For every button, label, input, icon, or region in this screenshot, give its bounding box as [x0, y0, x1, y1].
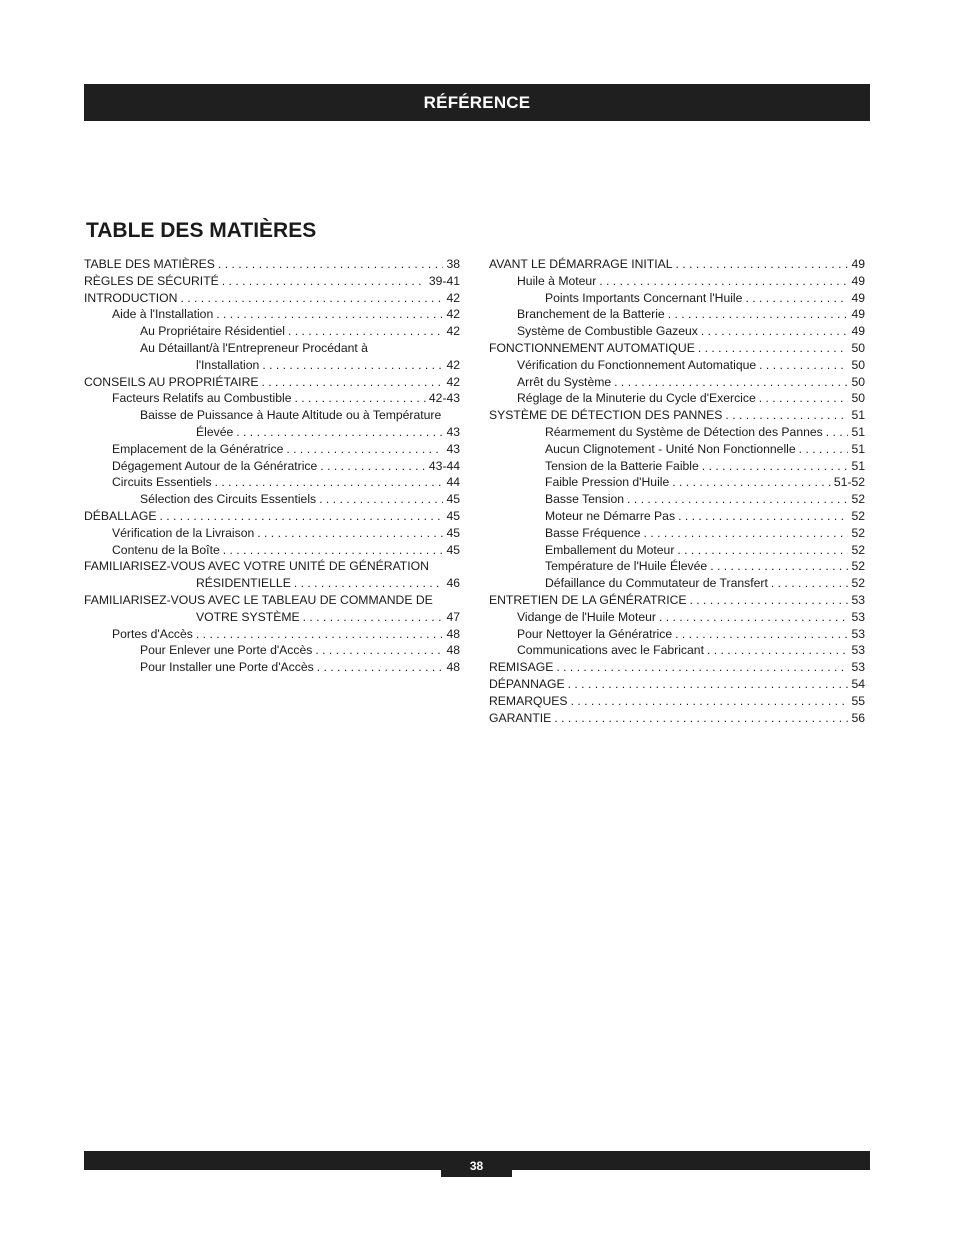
toc-entry-page: 53: [851, 609, 865, 624]
toc-entry-title: Vérification du Fonctionnement Automatique: [517, 357, 757, 372]
toc-entry[interactable]: [84, 306, 460, 323]
toc-entry-page: 45: [446, 492, 460, 507]
toc-entry[interactable]: [84, 525, 460, 542]
toc-entry-title: RÈGLES DE SÉCURITÉ: [84, 273, 219, 288]
toc-entry[interactable]: [84, 290, 460, 307]
toc-entry-title: Tension de la Batterie Faible: [545, 458, 699, 473]
toc-entry[interactable]: [489, 340, 865, 357]
toc-entry-title: Aide à l'Installation: [112, 307, 214, 322]
toc-dot-leader: [799, 441, 849, 458]
toc-dot-leader: [690, 592, 849, 609]
toc-entry-title: ENTRETIEN DE LA GÉNÉRATRICE: [489, 592, 687, 607]
toc-entry-title: Arrêt du Système: [517, 374, 612, 389]
toc-entry[interactable]: [489, 306, 865, 323]
toc-entry-page: 51: [851, 424, 865, 439]
toc-entry-page: 38: [446, 257, 460, 271]
toc-entry-page: 51: [851, 408, 865, 423]
toc-entry-title: FONCTIONNEMENT AUTOMATIQUE: [489, 340, 695, 355]
toc-entry-page: 44: [446, 475, 460, 490]
toc-entry-page: 52: [851, 525, 865, 540]
toc-entry[interactable]: [489, 542, 865, 559]
toc-entry[interactable]: [489, 256, 865, 273]
toc-entry-title: Points Importants Concernant l'Huile: [545, 290, 743, 305]
toc-entry-page: 42: [446, 324, 460, 339]
toc-entry[interactable]: [489, 609, 865, 626]
toc-entry-page: 45: [446, 542, 460, 557]
toc-entry[interactable]: [489, 290, 865, 307]
toc-entry[interactable]: [489, 508, 865, 525]
toc-entry[interactable]: [84, 458, 460, 475]
toc-dot-leader: [196, 626, 444, 643]
toc-entry-page: 53: [851, 592, 865, 607]
toc-entry-title: REMISAGE: [489, 660, 554, 675]
toc-entry-page: 48: [446, 626, 460, 641]
toc-entry[interactable]: [489, 642, 865, 659]
toc-entry-page: 52: [851, 542, 865, 557]
toc-dot-leader: [568, 676, 849, 693]
toc-entry-title: Pour Installer une Porte d'Accès: [140, 660, 314, 675]
toc-dot-leader: [216, 306, 443, 323]
toc-entry-page: 48: [446, 660, 460, 675]
toc-entry[interactable]: [84, 474, 460, 491]
toc-entry[interactable]: [489, 592, 865, 609]
toc-entry[interactable]: [489, 626, 865, 643]
toc-entry[interactable]: [84, 542, 460, 559]
toc-dot-leader: [286, 441, 443, 458]
toc-entry-title: Faible Pression d'Huile: [545, 475, 670, 490]
toc-entry-page: 43: [446, 441, 460, 456]
toc-entry-title: INTRODUCTION: [84, 290, 178, 305]
toc-dot-leader: [262, 374, 444, 391]
toc-entry-title: Facteurs Relatifs au Combustible: [112, 391, 292, 406]
toc-dot-leader: [215, 474, 444, 491]
toc-dot-leader: [698, 340, 849, 357]
toc-entry-title: FAMILIARISEZ-VOUS AVEC VOTRE UNITÉ DE GÉNÉRATION: [84, 559, 429, 574]
toc-entry-title: Portes d'Accès: [112, 626, 193, 641]
toc-entry[interactable]: [489, 458, 865, 475]
toc-entry[interactable]: [84, 323, 460, 340]
toc-entry[interactable]: [489, 693, 865, 710]
toc-entry[interactable]: [84, 407, 460, 441]
toc-dot-leader: [295, 390, 426, 407]
toc-entry[interactable]: [489, 357, 865, 374]
toc-entry-title: Circuits Essentiels: [112, 475, 212, 490]
toc-dot-leader: [317, 659, 444, 676]
toc-entry[interactable]: [489, 441, 865, 458]
toc-dot-leader: [257, 525, 443, 542]
toc-entry-page: 52: [851, 492, 865, 507]
toc-dot-leader: [668, 306, 849, 323]
toc-entry-title-continued: Élevée: [196, 424, 234, 439]
toc-entry-title: Emplacement de la Génératrice: [112, 441, 284, 456]
toc-entry-page: 55: [851, 693, 865, 708]
toc-dot-leader: [236, 424, 443, 441]
toc-entry[interactable]: [84, 491, 460, 508]
toc-dot-leader: [571, 693, 849, 710]
page-number: 38: [469, 1159, 484, 1173]
toc-entry-title: Basse Fréquence: [545, 525, 641, 540]
toc-entry-title: Pour Enlever une Porte d'Accès: [140, 643, 313, 658]
toc-entry-title: GARANTIE: [489, 710, 552, 725]
toc-dot-leader: [826, 424, 849, 441]
toc-entry-title: Communications avec le Fabricant: [517, 643, 704, 658]
toc-dot-leader: [771, 575, 849, 592]
toc-entry-page: 42-43: [428, 391, 460, 406]
toc-entry-title: DÉBALLAGE: [84, 508, 157, 523]
toc-entry-page: 49: [851, 290, 865, 305]
toc-entry-page: 49: [851, 273, 865, 288]
section-header-title: RÉFÉRENCE: [423, 92, 531, 112]
toc-entry-page: 50: [851, 374, 865, 389]
toc-entry-title: Basse Tension: [545, 492, 625, 507]
toc-entry-title: Au Détaillant/à l'Entrepreneur Procédant à: [140, 340, 368, 355]
toc-entry-page: 53: [851, 643, 865, 658]
toc-entry-title: TABLE DES MATIÈRES: [84, 257, 215, 271]
toc-entry-title: Système de Combustible Gazeux: [517, 324, 698, 339]
toc-entry-page: 45: [446, 508, 460, 523]
toc-dot-leader: [222, 273, 426, 290]
toc-entry-page: 47: [446, 609, 460, 624]
toc-dot-leader: [303, 609, 444, 626]
toc-entry-title: Pour Nettoyer la Génératrice: [517, 626, 673, 641]
toc-entry-title: AVANT LE DÉMARRAGE INITIAL: [489, 257, 673, 271]
toc-dot-leader: [759, 390, 849, 407]
toc-entry-title: DÉPANNAGE: [489, 676, 565, 691]
toc-entry-title: Réglage de la Minuterie du Cycle d'Exercice: [517, 391, 756, 406]
toc-dot-leader: [675, 626, 848, 643]
page-title: TABLE DES MATIÈRES: [86, 219, 317, 242]
toc-entry[interactable]: [84, 508, 460, 525]
toc-entry-page: 51: [851, 458, 865, 473]
toc-entry-title: Moteur ne Démarre Pas: [545, 508, 676, 523]
section-header-bar: [84, 84, 870, 121]
toc-entry-title: REMARQUES: [489, 693, 568, 708]
toc-entry-page: 45: [446, 525, 460, 540]
toc-entry-title: SYSTÈME DE DÉTECTION DES PANNES: [489, 408, 723, 423]
toc-dot-leader: [294, 575, 444, 592]
toc-entry-title: Huile à Moteur: [517, 273, 597, 288]
toc-entry[interactable]: [489, 390, 865, 407]
toc-entry[interactable]: [489, 374, 865, 391]
toc-entry[interactable]: [489, 474, 865, 491]
toc-entry-title: Aucun Clignotement - Unité Non Fonctionnelle: [545, 441, 796, 456]
toc-entry-page: 49: [851, 324, 865, 339]
toc-entry[interactable]: [489, 575, 865, 592]
toc-entry-title: FAMILIARISEZ-VOUS AVEC LE TABLEAU DE COMMANDE DE: [84, 592, 433, 607]
toc-entry[interactable]: [84, 642, 460, 659]
toc-dot-leader: [672, 474, 831, 491]
toc-entry[interactable]: [84, 558, 460, 592]
toc-entry-page: 53: [851, 660, 865, 675]
toc-entry[interactable]: [489, 424, 865, 441]
toc-entry-title-continued: VOTRE SYSTÈME: [196, 609, 300, 624]
toc-entry-title-continued: l'Installation: [196, 357, 260, 372]
toc-entry-title-continued: RÉSIDENTIELLE: [196, 576, 291, 591]
toc-entry-page: 52: [851, 576, 865, 591]
toc-dot-leader: [710, 558, 848, 575]
toc-entry[interactable]: [84, 273, 460, 290]
toc-entry[interactable]: [489, 659, 865, 676]
toc-entry-page: 42: [446, 307, 460, 322]
toc-entry-page: 51: [851, 441, 865, 456]
toc-entry-page: 50: [851, 391, 865, 406]
toc-entry[interactable]: [84, 340, 460, 374]
toc-entry[interactable]: [489, 710, 865, 727]
toc-entry[interactable]: [489, 407, 865, 424]
toc-dot-leader: [701, 323, 849, 340]
toc-entry-title: Sélection des Circuits Essentiels: [140, 492, 317, 507]
toc-dot-leader: [678, 508, 848, 525]
toc-entry-title: Défaillance du Commutateur de Transfert: [545, 576, 768, 591]
toc-entry-page: 43-44: [428, 458, 460, 473]
toc-entry-page: 42: [446, 374, 460, 389]
toc-dot-leader: [288, 323, 443, 340]
toc-entry[interactable]: [84, 626, 460, 643]
toc-entry-title: CONSEILS AU PROPRIÉTAIRE: [84, 374, 259, 389]
toc-entry[interactable]: [84, 390, 460, 407]
toc-entry-title: Dégagement Autour de la Génératrice: [112, 458, 318, 473]
toc-entry-page: 52: [851, 508, 865, 523]
toc-dot-leader: [262, 357, 443, 374]
toc-entry[interactable]: [84, 374, 460, 391]
toc-entry-title: Contenu de la Boîte: [112, 542, 220, 557]
toc-dot-leader: [320, 458, 426, 475]
toc-entry-page: 50: [851, 357, 865, 372]
toc-entry[interactable]: [84, 592, 460, 626]
toc-dot-leader: [180, 290, 443, 307]
toc-entry[interactable]: [84, 441, 460, 458]
toc-dot-leader: [659, 609, 848, 626]
toc-dot-leader: [556, 659, 848, 676]
toc-dot-leader: [319, 491, 443, 508]
toc-dot-leader: [554, 710, 848, 727]
toc-dot-leader: [614, 374, 848, 391]
toc-entry-page: 52: [851, 559, 865, 574]
toc-entry[interactable]: [84, 256, 460, 273]
toc-dot-leader: [707, 642, 848, 659]
toc-entry-page: 50: [851, 340, 865, 355]
toc-dot-leader: [677, 542, 848, 559]
toc-entry-page: 49: [851, 257, 865, 271]
toc-entry-title: Réarmement du Système de Détection des Pannes: [545, 424, 823, 439]
toc-dot-leader: [159, 508, 443, 525]
toc-entry-title: Emballement du Moteur: [545, 542, 675, 557]
toc-entry-title: Baisse de Puissance à Haute Altitude ou à Température: [140, 408, 442, 423]
toc-entry[interactable]: [489, 273, 865, 290]
toc-entry[interactable]: [489, 676, 865, 693]
toc-entry[interactable]: [489, 558, 865, 575]
page-number-tab: [441, 1151, 512, 1177]
toc-dot-leader: [725, 407, 848, 424]
toc-entry-title: Vérification de la Livraison: [112, 525, 255, 540]
toc-dot-leader: [644, 525, 849, 542]
toc-entry[interactable]: [489, 323, 865, 340]
toc-entry-page: 49: [851, 307, 865, 322]
toc-dot-leader: [702, 458, 849, 475]
toc-entry-page: 42: [446, 357, 460, 372]
toc-entry-title: Vidange de l'Huile Moteur: [517, 609, 656, 624]
toc-dot-leader: [759, 357, 848, 374]
toc-entry-page: 42: [446, 290, 460, 305]
toc-entry[interactable]: [84, 659, 460, 676]
toc-entry-page: 56: [851, 710, 865, 725]
toc-entry-page: 46: [446, 576, 460, 591]
toc-dot-leader: [315, 642, 443, 659]
toc-entry-title: Température de l'Huile Élevée: [545, 559, 708, 574]
toc-dot-leader: [223, 542, 444, 559]
toc-entry-page: 48: [446, 643, 460, 658]
toc-right-column: [489, 256, 865, 726]
toc-dot-leader: [745, 290, 848, 307]
toc-entry-page: 51-52: [833, 475, 865, 490]
toc-entry-title: Au Propriétaire Résidentiel: [140, 324, 285, 339]
toc-entry[interactable]: [489, 491, 865, 508]
toc-dot-leader: [627, 491, 848, 508]
toc-dot-leader: [599, 273, 848, 290]
toc-dot-leader: [218, 256, 444, 273]
toc-entry-page: 53: [851, 626, 865, 641]
toc-entry-page: 54: [851, 676, 865, 691]
toc-entry-page: 39-41: [428, 273, 460, 288]
toc-dot-leader: [676, 256, 849, 273]
toc-entry-title: Branchement de la Batterie: [517, 307, 665, 322]
toc-entry[interactable]: [489, 525, 865, 542]
toc-entry-page: 43: [446, 424, 460, 439]
toc-left-column: [84, 256, 460, 676]
